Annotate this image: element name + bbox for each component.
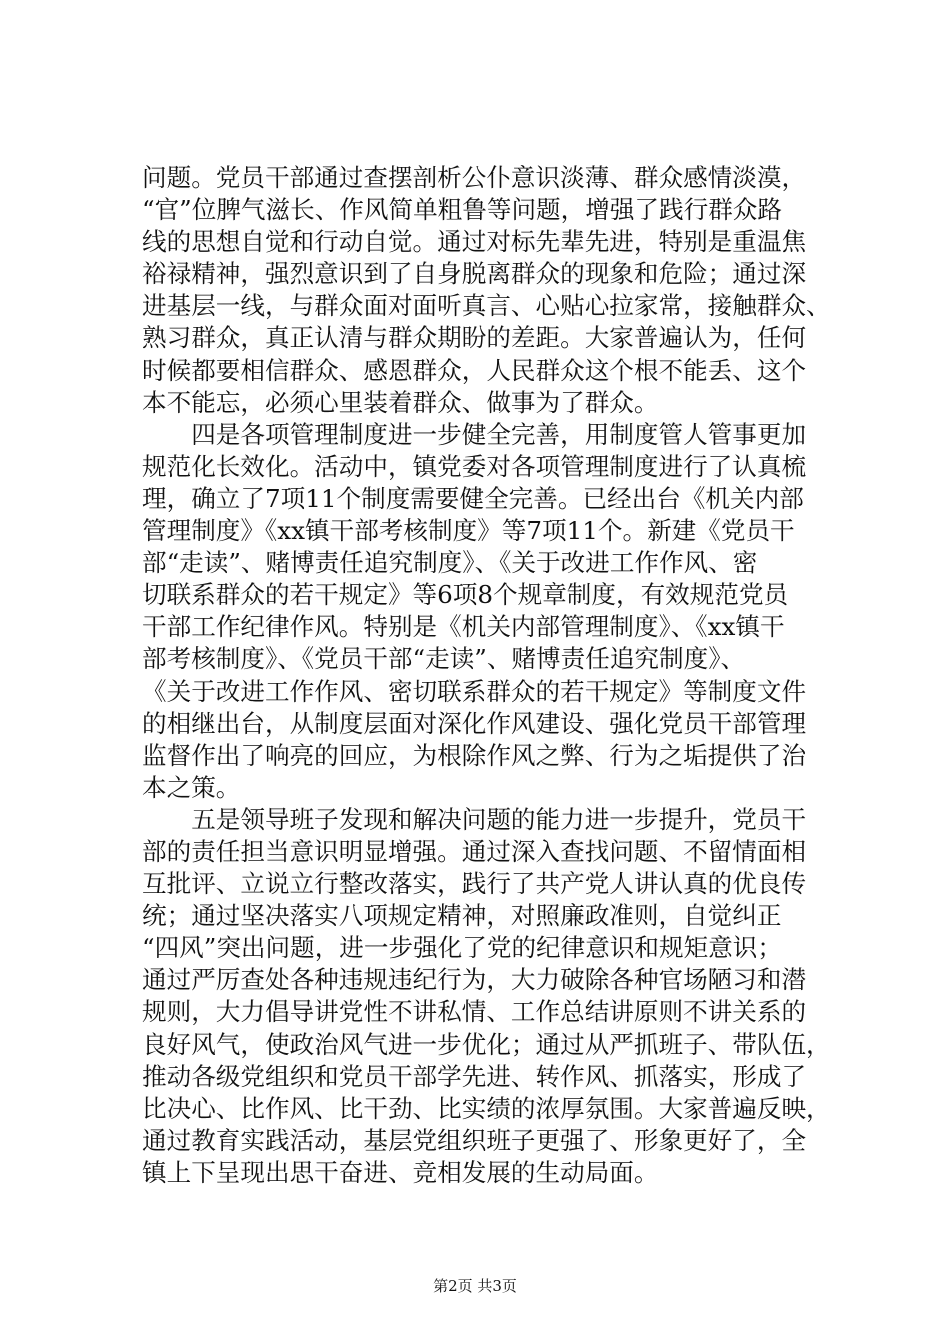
text-line: 监督作出了响亮的回应，为根除作风之弊、行为之垢提供了治 bbox=[142, 740, 807, 770]
text-line: 线的思想自觉和行动自觉。通过对标先辈先进，特别是重温焦 bbox=[142, 227, 807, 257]
text-line: 裕禄精神，强烈意识到了自身脱离群众的现象和危险；通过深 bbox=[142, 259, 807, 289]
page-number: 第2页 共3页 bbox=[433, 1277, 517, 1295]
text-line: 进基层一线，与群众面对面听真言、心贴心拉家常，接触群众、 bbox=[142, 291, 831, 321]
text-line: 比决心、比作风、比干劲、比实绩的浓厚氛围。大家普遍反映， bbox=[142, 1093, 831, 1123]
text-line: “四风”突出问题，进一步强化了党的纪律意识和规矩意识； bbox=[142, 933, 782, 963]
text-line: 熟习群众，真正认清与群众期盼的差距。大家普遍认为，任何 bbox=[142, 323, 807, 353]
text-line: 本之策。 bbox=[142, 772, 241, 802]
text-line: 推动各级党组织和党员干部学先进、转作风、抓落实，形成了 bbox=[142, 1061, 807, 1091]
text-line: 统；通过坚决落实八项规定精神，对照廉政准则，自觉纠正 bbox=[142, 901, 782, 931]
text-line: 良好风气，使政治风气进一步优化；通过从严抓班子、带队伍， bbox=[142, 1029, 831, 1059]
page-footer bbox=[0, 1276, 950, 1296]
text-line: 问题。党员干部通过查摆剖析公仆意识淡薄、群众感情淡漠， bbox=[142, 163, 807, 192]
text-line: 镇上下呈现出思干奋进、竞相发展的生动局面。 bbox=[142, 1157, 659, 1187]
text-line: 的相继出台，从制度层面对深化作风建设、强化党员干部管理 bbox=[142, 708, 807, 738]
text-line: 四是各项管理制度进一步健全完善，用制度管人管事更加 bbox=[142, 419, 807, 449]
text-line: 五是领导班子发现和解决问题的能力进一步提升，党员干 bbox=[142, 804, 807, 834]
text-line: 理，确立了7项11个制度需要健全完善。已经出台《机关内部 bbox=[142, 483, 804, 513]
text-line: 干部工作纪律作风。特别是《机关内部管理制度》、《xx镇干 bbox=[142, 612, 785, 642]
text-line: 本不能忘，必须心里装着群众、做事为了群众。 bbox=[142, 387, 659, 417]
text-line: 互批评、立说立行整改落实，践行了共产党人讲认真的优良传 bbox=[142, 869, 807, 899]
text-line: 部的责任担当意识明显增强。通过深入查找问题、不留情面相 bbox=[142, 836, 807, 866]
text-line: 部“走读”、赌博责任追究制度》、《关于改进工作作风、密 bbox=[142, 548, 758, 578]
document-body bbox=[142, 162, 842, 1189]
text-line: 通过教育实践活动，基层党组织班子更强了、形象更好了，全 bbox=[142, 1125, 807, 1155]
text-line: 通过严厉查处各种违规违纪行为，大力破除各种官场陋习和潜 bbox=[142, 965, 807, 995]
text-line: 切联系群众的若干规定》等6项8个规章制度，有效规范党员 bbox=[142, 580, 789, 610]
text-line: 规则，大力倡导讲党性不讲私情、工作总结讲原则不讲关系的 bbox=[142, 997, 807, 1027]
text-line: 《关于改进工作作风、密切联系群众的若干规定》等制度文件 bbox=[142, 676, 807, 706]
text-line: 部考核制度》、《党员干部“走读”、赌博责任追究制度》、 bbox=[142, 644, 746, 674]
text-line: 规范化长效化。活动中，镇党委对各项管理制度进行了认真梳 bbox=[142, 451, 807, 481]
text-line: “官”位脾气滋长、作风简单粗鲁等问题，增强了践行群众路 bbox=[142, 195, 782, 225]
text-line: 时候都要相信群众、感恩群众，人民群众这个根不能丢、这个 bbox=[142, 355, 807, 385]
text-line: 管理制度》《xx镇干部考核制度》等7项11个。新建《党员干 bbox=[142, 516, 795, 546]
